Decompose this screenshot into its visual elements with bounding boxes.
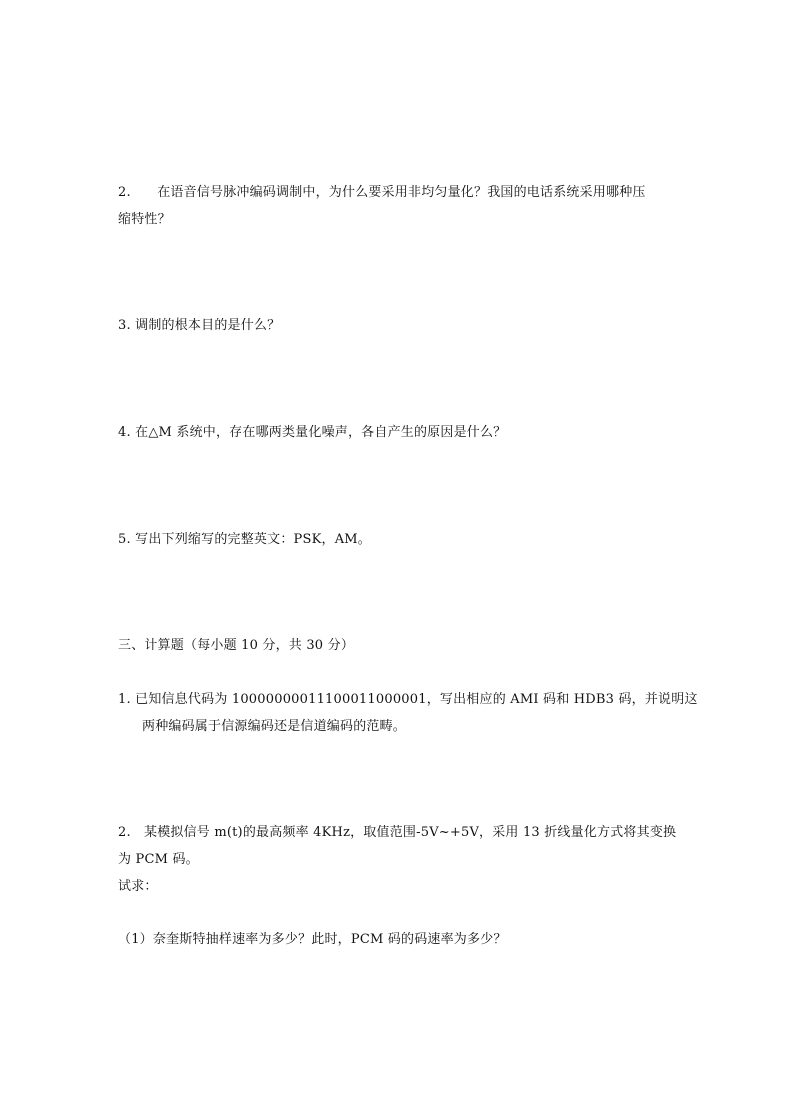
section-3-heading: 三、计算题（每小题 10 分，共 30 分） [118, 638, 355, 653]
question-5: 5. 写出下列缩写的完整英文：PSK，AM。 [118, 532, 371, 547]
calc-question-2-subquestion-1: （1）奈奎斯特抽样速率为多少？此时，PCM 码的码速率为多少？ [118, 932, 507, 947]
question-4: 4. 在△M 系统中，存在哪两类量化噪声，各自产生的原因是什么？ [118, 425, 507, 440]
calc-question-2-line-1: 2. 某模拟信号 m(t)的最高频率 4KHz，取值范围-5V~+5V，采用 13 折线量化方式将其变换 [118, 825, 677, 840]
calc-question-2-line-2: 为 PCM 码。 [118, 852, 199, 867]
question-2-line-2: 缩特性？ [118, 212, 171, 227]
calc-question-2-prompt: 试求： [118, 879, 158, 894]
question-3: 3. 调制的根本目的是什么？ [118, 318, 281, 333]
question-2-line-1: 2. 在语音信号脉冲编码调制中，为什么要采用非均匀量化？我国的电话系统采用哪种压 [118, 185, 646, 200]
calc-question-1-line-2: 两种编码属于信源编码还是信道编码的范畴。 [142, 719, 407, 734]
calc-question-1-line-1: 1. 已知信息代码为 10000000011100011000001，写出相应的 AMI 码和 HDB3 码，并说明这 [118, 692, 698, 707]
